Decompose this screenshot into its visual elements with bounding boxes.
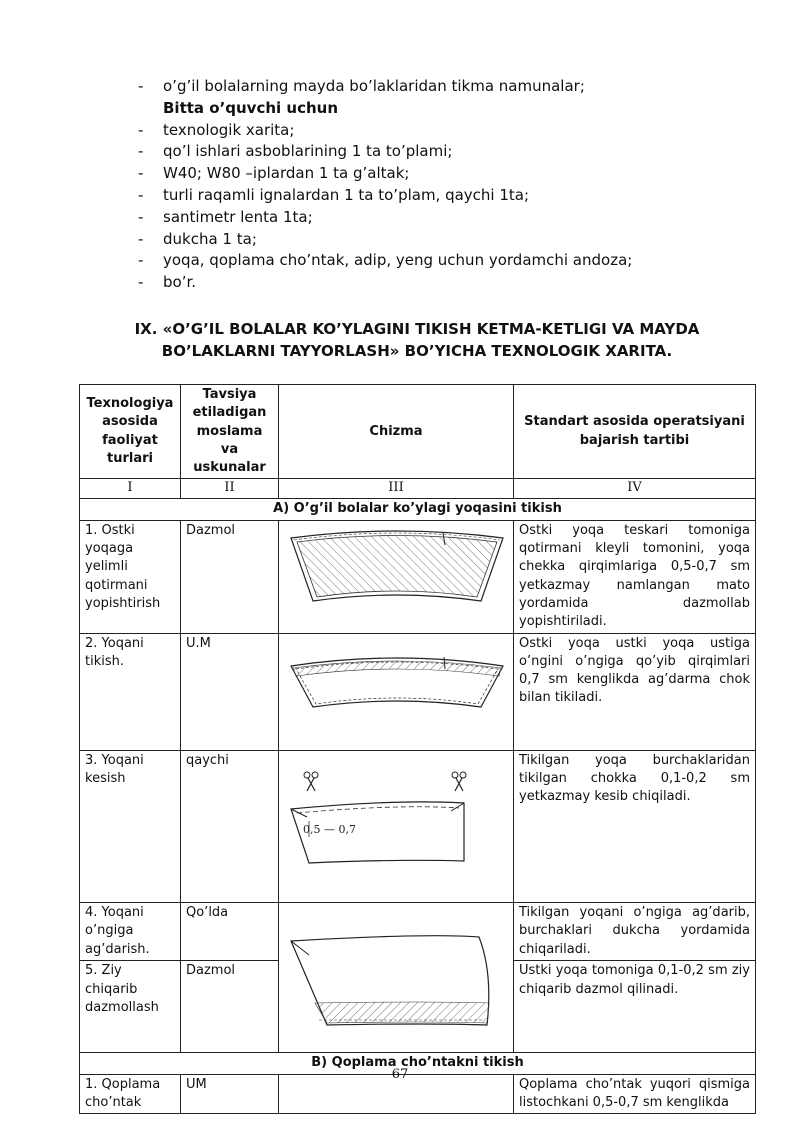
- header-tools: Tavsiya etiladigan moslama va uskunalar: [181, 385, 279, 479]
- tool-cell: U.M: [181, 633, 279, 750]
- header-drawing: Chizma: [279, 385, 514, 479]
- column-number: I: [80, 479, 181, 499]
- section-row: [80, 499, 756, 520]
- procedure-cell: Ustki yoqa tomoniga 0,1-0,2 sm ziy chiqarib dazmol qilinadi.: [514, 961, 756, 1053]
- tool-cell: UM: [181, 1074, 279, 1114]
- section-title: [80, 318, 754, 362]
- operation-cell: 1. Qoplama cho’ntak: [80, 1074, 181, 1114]
- procedure-cell: Qoplama cho’ntak yuqori qismiga listochkani 0,5-0,7 sm kenglikda: [514, 1074, 756, 1114]
- table-row: [80, 633, 756, 750]
- drawing-cell: [279, 520, 514, 633]
- operation-cell: 4. Yoqani o’ngiga ag’darish.: [80, 903, 181, 961]
- list-item: - turli raqamli ignalardan 1 ta to’plam, qaychi 1ta;: [138, 185, 530, 204]
- roman-numeral-row: [80, 479, 756, 499]
- operation-cell: 1. Ostki yoqaga yelimli qotirmani yopishtirish: [80, 520, 181, 633]
- list-item: - o’g’il bolalarning mayda bo’laklaridan tikma namunalar;: [138, 77, 585, 95]
- list-item: - W40; W80 –iplardan 1 ta g’altak;: [138, 164, 410, 183]
- column-number: IV: [514, 479, 756, 499]
- list-item: - yoqa, qoplama cho’ntak, adip, yeng uchun yordamchi andoza;: [138, 251, 633, 270]
- column-number: III: [279, 479, 514, 499]
- tool-cell: Qo’lda: [181, 903, 279, 961]
- procedure-cell: Ostki yoqa teskari tomoniga qotirmani kleyli tomonini, yoqa chekka qirqimlariga 0,5-0,7 sm yetkazmay namlangan mato yordamida dazmollab yopishtiriladi.: [514, 520, 756, 633]
- header-procedure: Standart asosida operatsiyani bajarish tartibi: [514, 385, 756, 479]
- list-item: - santimetr lenta 1ta;: [138, 207, 313, 226]
- materials-list: [138, 76, 738, 294]
- column-number: II: [181, 479, 279, 499]
- collar-stitching-drawing: [279, 634, 512, 744]
- operation-cell: 3. Yoqani kesish: [80, 750, 181, 902]
- header-activity: Texnologiya asosida faoliyat turlari: [80, 385, 181, 479]
- list-item: - texnologik xarita;: [138, 120, 295, 139]
- section-a-heading: A) O’g’il bolalar ko’ylagi yoqasini tikish: [80, 499, 756, 520]
- drawing-cell: [279, 903, 514, 1053]
- section-title-line: IX. «O’G’IL BOLALAR KO’YLAGINI TIKISH KETMA-KETLIGI VA MAYDA: [134, 320, 700, 338]
- scissors-icon-left: [304, 772, 318, 791]
- procedure-cell: Tikilgan yoqani o’ngiga ag’darib, burchaklari dukcha yordamida chiqariladi.: [514, 903, 756, 961]
- operation-cell: 5. Ziy chiqarib dazmollash: [80, 961, 181, 1053]
- tool-cell: qaychi: [181, 750, 279, 902]
- collar-turning-pressing-drawing: [279, 903, 512, 1046]
- list-subheading: Bitta o’quvchi uchun: [163, 98, 338, 117]
- procedure-cell: Ostki yoqa ustki yoqa ustiga o’ngini o’ngiga qo’yib qirqimlari 0,7 sm kenglikda ag’darma chok bilan tikiladi.: [514, 633, 756, 750]
- procedure-cell: Tikilgan yoqa burchaklaridan tikilgan chokka 0,1-0,2 sm yetkazmay kesib chiqiladi.: [514, 750, 756, 902]
- drawing-cell: [279, 633, 514, 750]
- section-title-line: BO’LAKLARNI TAYYORLASH» BO’YICHA TEXNOLOGIK XARITA.: [161, 342, 673, 360]
- technology-map-table: [79, 384, 756, 1114]
- tool-cell: Dazmol: [181, 520, 279, 633]
- page-number: 67: [391, 1067, 409, 1082]
- section-b-heading: B) Qoplama cho’ntakni tikish: [80, 1053, 756, 1074]
- operation-cell: 2. Yoqani tikish.: [80, 633, 181, 750]
- seam-allowance-label: 0,5 — 0,7: [303, 822, 356, 836]
- table-row: [80, 750, 756, 902]
- table-row: [80, 903, 756, 961]
- list-item: - qo’l ishlari asboblarining 1 ta to’plami;: [138, 142, 453, 161]
- table-header-row: [80, 385, 756, 479]
- drawing-cell: [279, 750, 514, 902]
- list-item: - bo’r.: [138, 273, 197, 292]
- collar-trimming-drawing: [279, 751, 512, 896]
- scissors-icon-right: [452, 772, 466, 791]
- collar-interfacing-drawing: [279, 521, 512, 610]
- list-item: - dukcha 1 ta;: [138, 229, 257, 248]
- table-row: [80, 520, 756, 633]
- tool-cell: Dazmol: [181, 961, 279, 1053]
